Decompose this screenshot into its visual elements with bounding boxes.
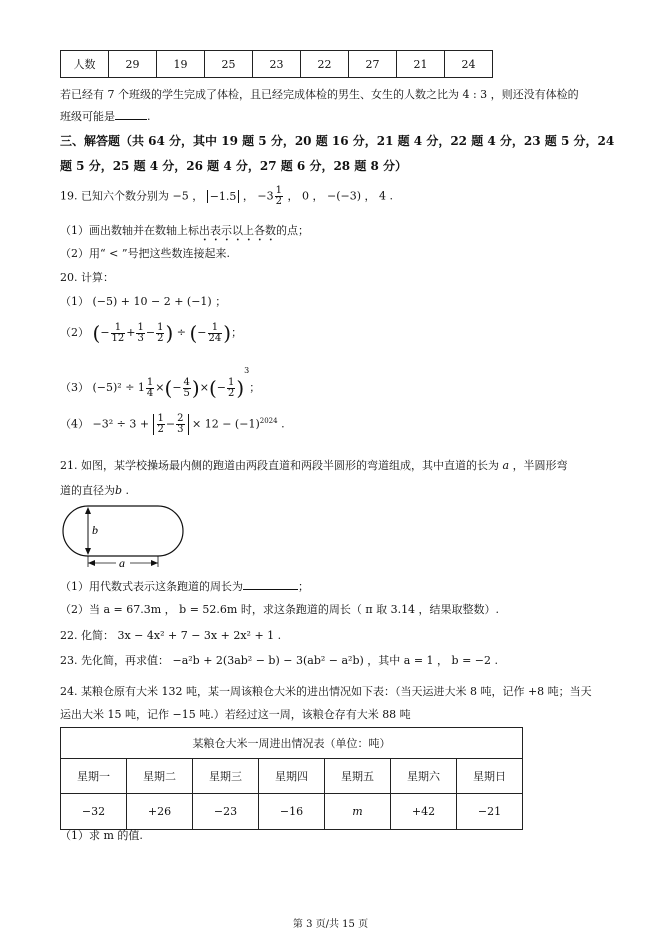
denominator: 2: [275, 196, 283, 207]
table-cell: 27: [349, 51, 397, 78]
q21-part2: （2）当 a = 67.3m ， b = 52.6m 时，求这条跑道的周长（ π 取 3.14 ，结果取整数）.: [60, 603, 500, 616]
table-cell: 21: [397, 51, 445, 78]
answer-blank: [243, 589, 298, 590]
fraction: [156, 323, 164, 344]
paren: (: [164, 376, 173, 400]
q21-text-end: ，半圆形弯: [512, 459, 568, 472]
arrow-head: [88, 560, 95, 566]
q19-stem-a: 19. 已知六个数分别为 −5 ，: [60, 189, 204, 203]
q20-p3-label: （3）: [60, 381, 89, 394]
table-row: [61, 794, 523, 830]
q21-line2: [60, 482, 129, 498]
q19-p1-a: （1）画出数轴并在数轴上标: [60, 224, 199, 237]
arrow-head: [151, 560, 158, 566]
table-cell: 19: [157, 51, 205, 78]
table-row: [61, 51, 493, 78]
paren: (: [92, 321, 101, 345]
q19-part2: （2）用“ < ”号把这些数连接起来.: [60, 247, 230, 260]
answer-blank: [115, 119, 147, 120]
table-cell: 星期一: [61, 759, 127, 794]
q21-text: 道的直径为: [60, 484, 115, 497]
variable: a: [502, 459, 510, 472]
fraction: [227, 378, 235, 399]
table-cell: 23: [253, 51, 301, 78]
table-cell: 星期三: [193, 759, 259, 794]
q21-p1-text: （1）用代数式表示这条跑道的周长为: [60, 580, 243, 593]
table-cell: 人数: [61, 51, 109, 78]
denominator: 3: [137, 332, 144, 344]
numerator: 1: [137, 321, 144, 333]
q19-abs-value: −1.5: [207, 190, 240, 203]
table-cell: −21: [457, 794, 523, 830]
table-cell: 星期六: [391, 759, 457, 794]
table-cell: −16: [259, 794, 325, 830]
track-outline: [63, 506, 183, 556]
q20-p4-label: （4）: [60, 417, 89, 431]
q21-line1: [60, 457, 568, 473]
section-heading-line1: 三、解答题（共 64 分，其中 19 题 5 分，20 题 16 分，21 题 4 分，22 题 4 分，23 题 5 分，24: [60, 134, 615, 148]
table-row: [61, 759, 523, 794]
q20-p4-b: × 12 − (−1): [192, 417, 260, 431]
numerator: 1: [208, 323, 223, 334]
denominator: 12: [111, 332, 125, 344]
q20-p4-a: −3² ÷ 3 +: [92, 417, 150, 431]
table-cell: 星期五: [325, 759, 391, 794]
q19-stem-b: ， −3: [242, 189, 274, 203]
table-cell: m: [325, 794, 391, 830]
paren: ): [236, 376, 245, 400]
numerator: 2: [177, 413, 184, 424]
numerator: 1: [157, 413, 164, 424]
table-row: [61, 728, 523, 759]
q19-stem-c: ， 0 ， −(−3) ， 4 .: [287, 189, 394, 203]
q19-stem: [60, 186, 393, 207]
q18-line2-end: .: [147, 110, 151, 123]
variable: b: [115, 484, 123, 497]
absolute-value: $\frac{1}{2}$ − $\frac{2}{3}$: [153, 414, 189, 435]
q24-line1: 24. 某粮仓原有大米 132 吨，某一周该粮仓大米的进出情况如下表：（当天运进大米 8 吨，记作 +8 吨；当天: [60, 685, 592, 698]
fraction: [146, 378, 154, 399]
table-cell: 24: [445, 51, 493, 78]
denominator: 2: [227, 387, 235, 399]
paren: ): [223, 321, 232, 345]
paren: ): [191, 376, 200, 400]
q21-text: 21. 如图，某学校操场最内侧的跑道由两段直道和两段半圆形的弯道组成，其中直道的长为: [60, 459, 499, 472]
numerator: 1: [227, 376, 235, 388]
fraction: [176, 414, 184, 435]
q21-text-end: .: [125, 484, 130, 497]
top-data-table: [60, 50, 493, 78]
arrow-head: [85, 548, 91, 555]
table-cell: +42: [391, 794, 457, 830]
numerator: 1: [111, 323, 126, 334]
table-cell: 22: [301, 51, 349, 78]
q20-part1: （1） (−5) + 10 − 2 + (−1) ；: [60, 295, 227, 308]
q20-p4-c: .: [281, 417, 285, 431]
fraction: [136, 323, 144, 344]
denominator: 24: [208, 332, 222, 344]
fraction: [275, 186, 283, 207]
label-a: a: [119, 556, 125, 570]
table-cell: 星期日: [457, 759, 523, 794]
denominator: 2: [157, 424, 164, 435]
numerator: 1: [146, 376, 154, 388]
q18-line2-text: 班级可能是: [60, 110, 115, 123]
q20-part4: [60, 414, 285, 435]
q24-part1: （1）求 m 的值.: [60, 829, 143, 842]
exponent: 3: [244, 366, 250, 375]
numerator: 4: [183, 376, 190, 388]
paren: ): [165, 321, 174, 345]
q20-part3: （3） (−5)² ÷ 1 $\frac{1}{4}$ ×(− $\frac{4}{5}$ )×(− $\frac{1}{2}$ )$^3$；: [60, 366, 261, 400]
q19-part1: [60, 222, 309, 244]
exponent: 2024: [259, 416, 278, 425]
fraction: [157, 414, 165, 435]
fraction: [208, 323, 223, 344]
table-cell: 25: [205, 51, 253, 78]
paren: (: [189, 321, 198, 345]
numerator: 1: [157, 321, 164, 333]
q20-p3-a: (−5)² ÷ 1: [92, 381, 145, 394]
section-heading-line2: 题 5 分，25 题 4 分，26 题 4 分，27 题 6 分，28 题 8 分）: [60, 159, 408, 173]
table-cell: 星期二: [127, 759, 193, 794]
table-cell: −32: [61, 794, 127, 830]
q20-p2-label: （2）: [60, 326, 89, 339]
page-footer: 第 3 页/共 15 页: [292, 919, 369, 930]
q23-text: 23. 先化简，再求值： −a²b + 2(3ab² − b) − 3(ab² − a²b) ，其中 a = 1 ， b = −2 .: [60, 654, 498, 667]
paren: (: [208, 376, 217, 400]
table-cell: +26: [127, 794, 193, 830]
q21-part1: [60, 578, 309, 594]
denominator: 5: [183, 387, 190, 399]
q20-part2: （2） (− $\frac{1}{12}$ + $\frac{1}{3}$ − $\frac{1}{2}$ ) ÷ (− $\frac{1}{24}$ )；: [60, 321, 243, 345]
table-cell: 29: [109, 51, 157, 78]
q22-text: 22. 化简： 3x − 4x² + 7 − 3x + 2x² + 1 .: [60, 629, 282, 642]
grain-table: [60, 727, 523, 830]
track-figure: [60, 503, 190, 571]
arrow-head: [85, 507, 91, 514]
fraction: [111, 323, 126, 344]
fraction: [183, 378, 191, 399]
q19-p1-b: 的点；: [276, 224, 309, 237]
q18-line2: [60, 108, 151, 124]
denominator: 2: [157, 332, 164, 344]
table-title: 某粮仓大米一周进出情况表（单位：吨）: [61, 728, 523, 759]
q21-p1-end: ；: [298, 580, 309, 593]
denominator: 4: [146, 387, 154, 399]
numerator: 1: [275, 185, 283, 196]
q18-line1: 若已经有 7 个班级的学生完成了体检，且已经完成体检的男生、女生的人数之比为 4 : 3 ，则还没有体检的: [60, 88, 579, 101]
q19-p1-dotted: 出表示以上各数: [199, 224, 276, 237]
q20-stem: 20. 计算：: [60, 271, 114, 284]
denominator: 3: [177, 424, 184, 435]
table-cell: −23: [193, 794, 259, 830]
table-cell: 星期四: [259, 759, 325, 794]
label-b: b: [92, 523, 98, 537]
q24-line2: 运出大米 15 吨，记作 −15 吨.）若经过这一周，该粮仓存有大米 88 吨: [60, 708, 411, 721]
